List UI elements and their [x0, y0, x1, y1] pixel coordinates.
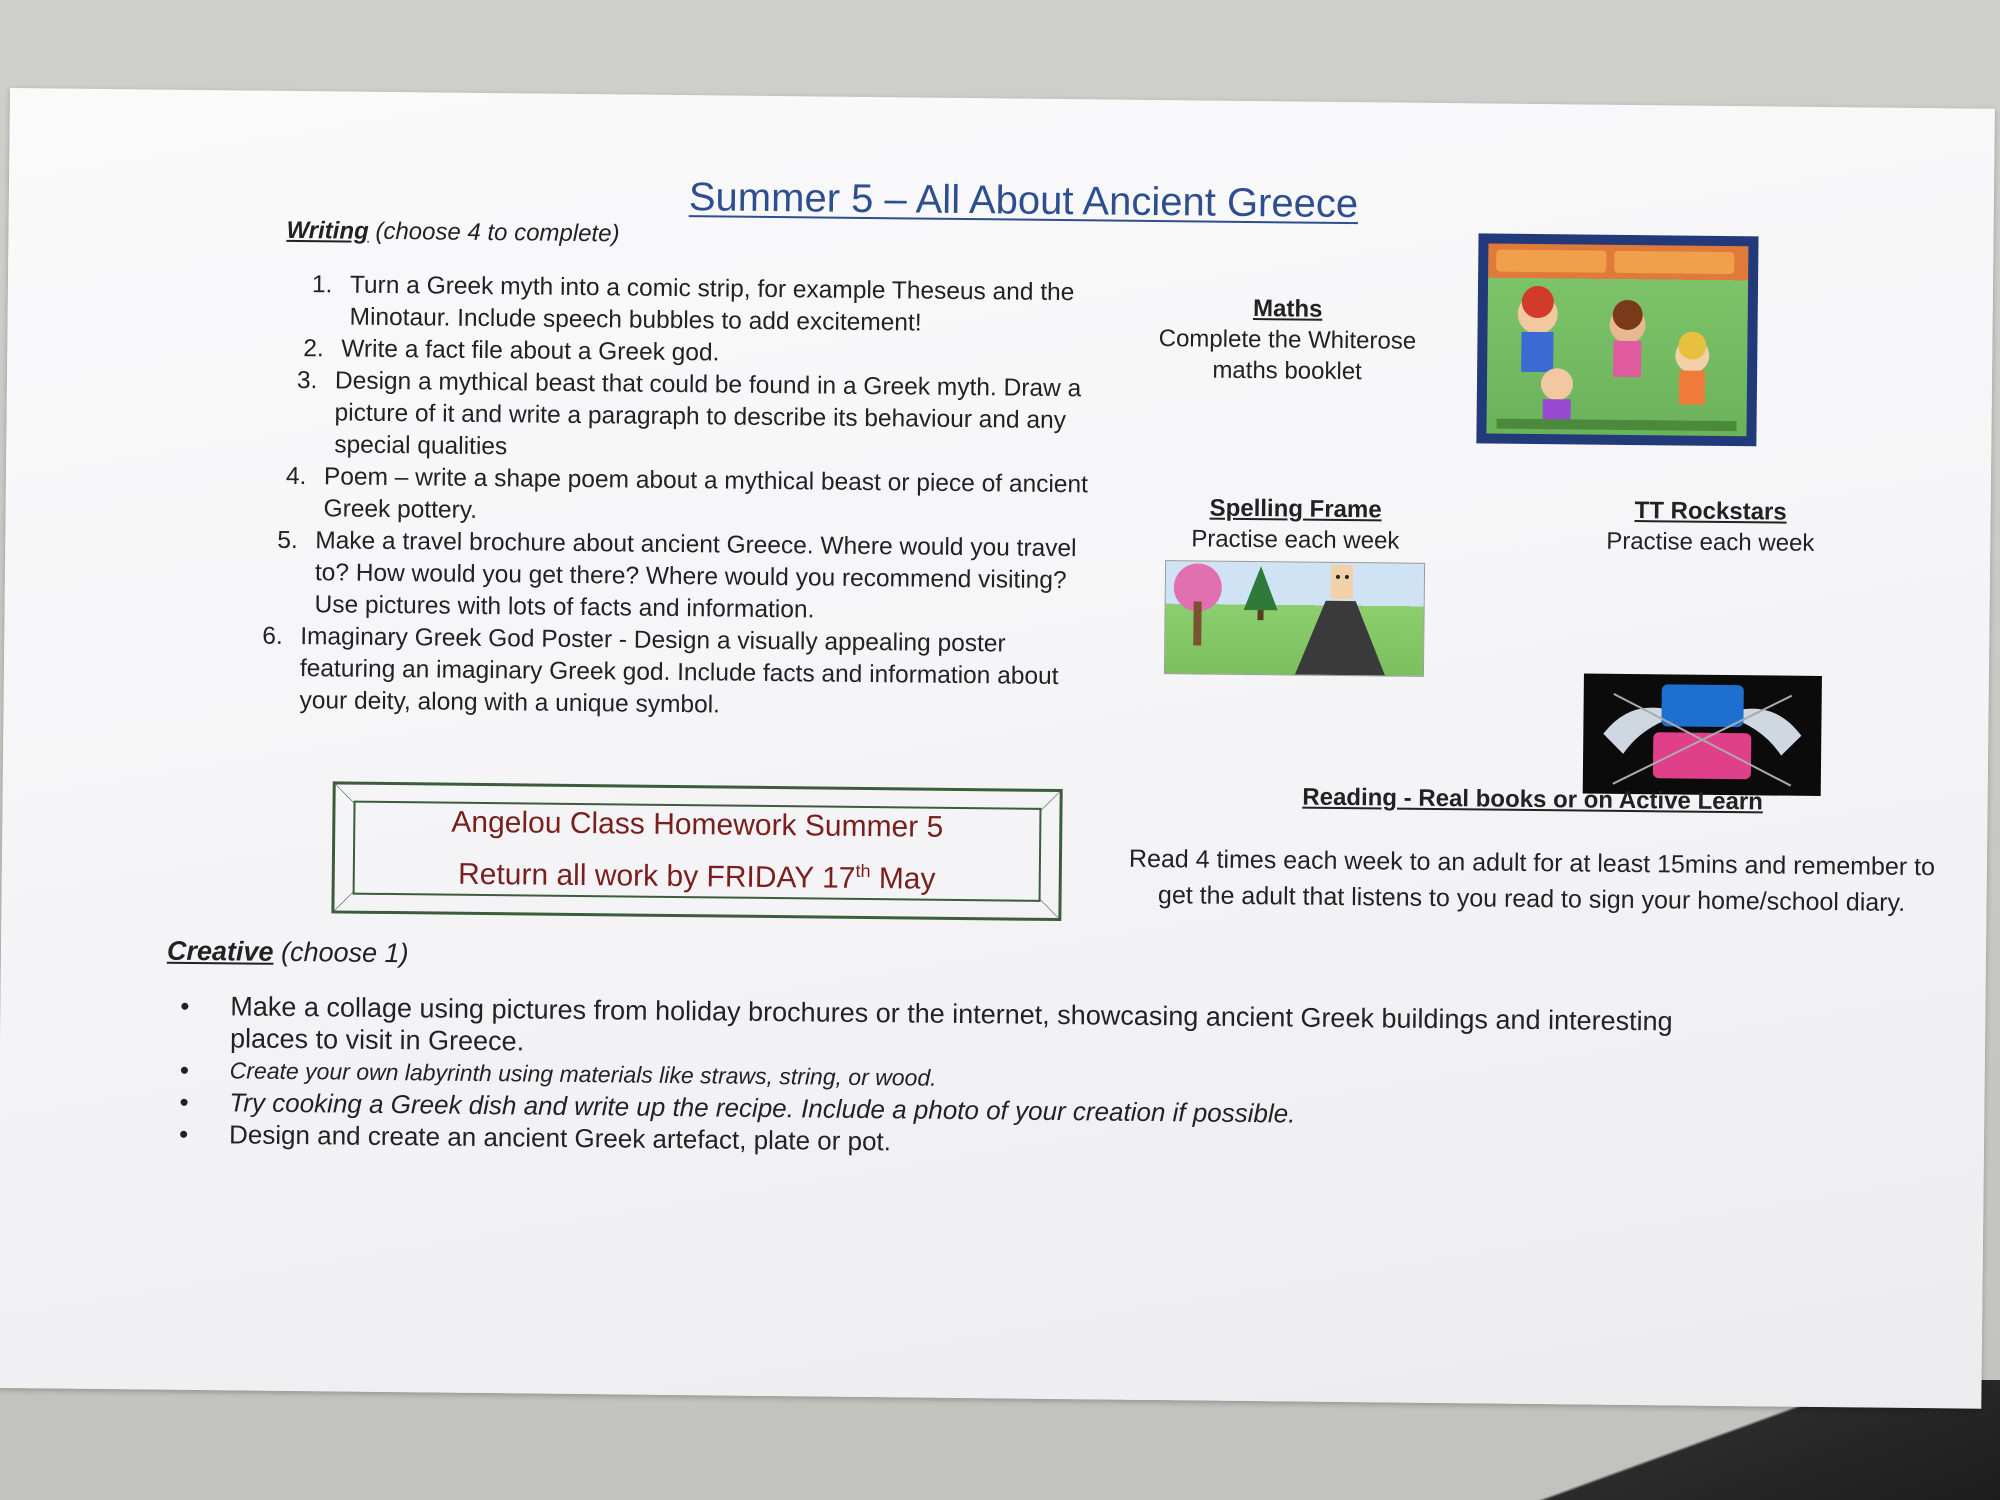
- rockstars-wings-logo: [1583, 674, 1822, 796]
- creative-item-1: • Make a collage using pictures from holiday brochures or the internet, showcasing ancient Greek buildings and interesting places to visit in Greece.: [180, 990, 1681, 1070]
- maths-heading: Maths: [1252, 295, 1323, 323]
- rockstars-section: [1565, 494, 1856, 559]
- spelling-frame-image: [1164, 560, 1425, 677]
- writing-item-1: 1. Turn a Greek myth into a comic strip, for example Theseus and the Minotaur. Include speech bubbles to add excitement!: [311, 271, 1075, 337]
- reading-section: [1111, 780, 1952, 922]
- rockstars-note: Practise each week: [1606, 527, 1815, 557]
- creative-item-3: • Try cooking a Greek dish and write up the recipe. Include a photo of your creation if possible.: [179, 1086, 1679, 1134]
- page-title: Summer 5 – All About Ancient Greece: [688, 175, 1359, 227]
- tt-rockstars-logo: [1583, 674, 1822, 796]
- spelling-scene-illustration: [1165, 561, 1424, 676]
- homework-notice-box: [331, 781, 1062, 921]
- creative-heading-note: (choose 1): [273, 936, 409, 969]
- cartoon-children-illustration: [1486, 243, 1748, 436]
- notice-line-1: Angelou Class Homework Summer 5: [451, 805, 944, 844]
- reading-heading: Reading - Real books or on Active Learn: [1302, 783, 1764, 816]
- writing-item-2: 2. Write a fact file about a Greek god.: [303, 335, 720, 367]
- whiterose-booklet-image: [1476, 233, 1758, 446]
- spelling-heading: Spelling Frame: [1209, 494, 1382, 524]
- writing-list: [243, 269, 1108, 726]
- spelling-note: Practise each week: [1191, 525, 1400, 555]
- homework-notice-text: [353, 801, 1042, 902]
- writing-item-6: 6. Imaginary Greek God Poster - Design a visually appealing poster featuring an imaginary Greek god. Include facts and information about your deity, along with a unique symbol.: [262, 622, 1059, 719]
- spelling-section: [1155, 492, 1436, 557]
- creative-heading-label: Creative: [166, 935, 274, 967]
- maths-line-1: Complete the Whiterose: [1158, 325, 1417, 355]
- writing-item-3: 3. Design a mythical beast that could be found in a Greek myth. Draw a picture of it and write a paragraph to describe its behaviour and any special qualities: [296, 367, 1082, 461]
- maths-section: [1127, 292, 1448, 388]
- creative-item-4: • Design and create an ancient Greek artefact, plate or pot.: [179, 1118, 1679, 1166]
- reading-body: Read 4 times each week to an adult for at least 15mins and remember to get the adult that listens to you read to sign your home/school diary.: [1128, 844, 1936, 917]
- writing-heading: [286, 217, 619, 248]
- maths-line-2: maths booklet: [1212, 356, 1362, 386]
- creative-item-2: • Create your own labyrinth using materials like straws, string, or wood.: [180, 1054, 1680, 1102]
- homework-sheet: [0, 88, 1995, 1409]
- notice-line-2: Return all work by FRIDAY 17th May: [457, 857, 936, 896]
- creative-list: [179, 990, 1681, 1166]
- writing-heading-label: Writing: [286, 216, 369, 245]
- creative-heading: [167, 936, 409, 970]
- rockstars-heading: TT Rockstars: [1634, 497, 1787, 526]
- writing-item-5: 5. Make a travel brochure about ancient Greece. Where would you travel to? How would you get there? Where would you recommend visiting? Use pictures with lots of facts and information.: [277, 526, 1077, 624]
- writing-heading-note: (choose 4 to complete): [368, 217, 620, 248]
- writing-item-4: 4. Poem – write a shape poem about a mythical beast or piece of ancient Greek pottery.: [285, 462, 1089, 524]
